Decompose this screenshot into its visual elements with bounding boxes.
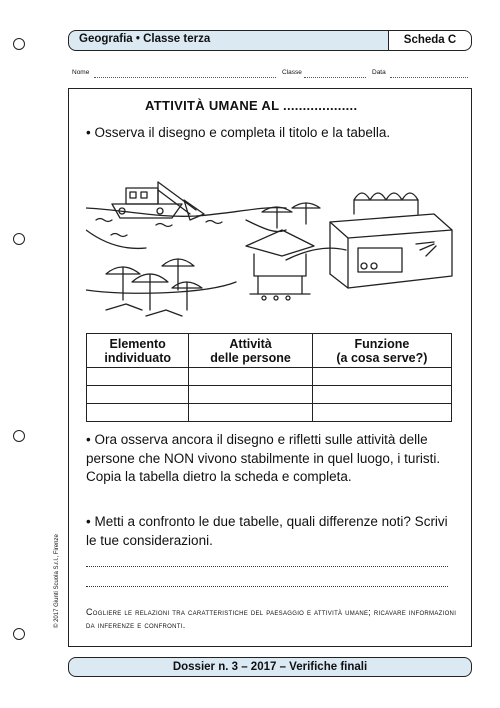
worksheet-title: ATTIVITÀ UMANE AL ................... <box>145 98 358 113</box>
table-row <box>87 386 452 404</box>
class-label: Classe <box>282 69 302 76</box>
column-function: Funzione (a cosa serve?) <box>312 334 451 368</box>
instruction-2: • Ora osserva ancora il disegno e rifletti sulle attività delle persone che NON vivono stabilmente in quel luogo, i turisti. Copia la tabella dietro la scheda e completa. <box>86 432 441 484</box>
name-field[interactable] <box>94 76 276 78</box>
header-bar <box>68 30 472 51</box>
name-label: Nome <box>72 69 90 76</box>
sheet-label: Scheda C <box>388 31 471 50</box>
column-activity: Attività delle persone <box>189 334 312 368</box>
binder-hole-3 <box>13 430 25 442</box>
answer-line-2[interactable] <box>86 586 448 587</box>
class-field[interactable] <box>304 76 366 78</box>
subject-label: Geografia • Classe terza <box>79 33 211 45</box>
column-element: Elemento individuato <box>87 334 189 368</box>
answer-line-1[interactable] <box>86 566 448 567</box>
instruction-1: • Osserva il disegno e completa il titolo e la tabella. <box>86 125 391 140</box>
instruction-3: • Metti a confronto le due tabelle, quali differenze noti? Scrivi le tue considerazioni. <box>86 514 448 548</box>
copyright-notice: © 2017 Giunti Scuola S.r.l., Firenze <box>54 534 60 628</box>
footer-bar: Dossier n. 3 – 2017 – Verifiche finali <box>68 657 472 677</box>
observation-table <box>86 333 452 422</box>
binder-hole-2 <box>13 233 25 245</box>
learning-objectives: Cogliere le relazioni tra caratteristiche del paesaggio e attività umane; ricavare informazioni da inferenze e confronti. <box>86 607 457 630</box>
table-row <box>87 368 452 386</box>
binder-hole-1 <box>13 38 25 50</box>
beach-illustration <box>86 170 454 323</box>
binder-hole-4 <box>13 628 25 640</box>
date-label: Data <box>372 69 386 76</box>
date-field[interactable] <box>390 76 468 78</box>
table-row <box>87 404 452 422</box>
